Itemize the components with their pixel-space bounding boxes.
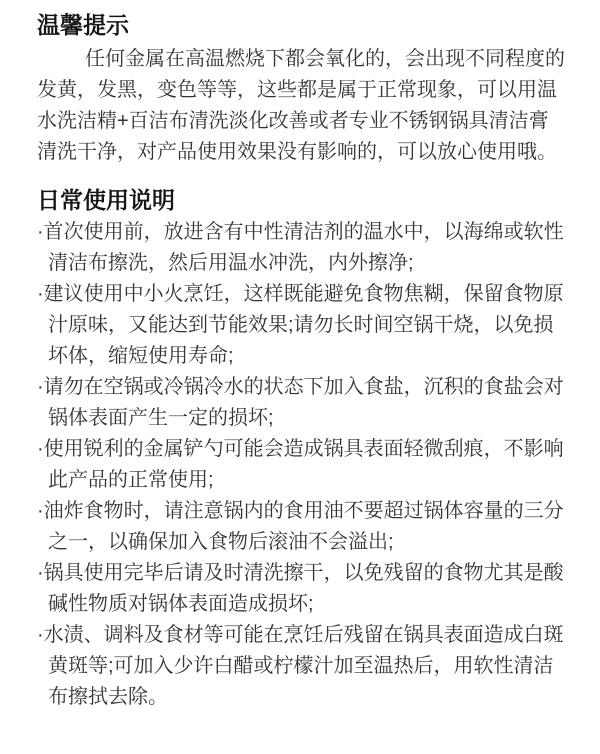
daily-usage-heading: 日常使用说明 (37, 187, 175, 213)
usage-instruction-item: ·建议使用中小火烹饪，这样既能避免食物焦糊，保留食物原汁原味，又能达到节能效果;请勿长时间空锅干烧，以免损坏体，缩短使用寿命; (37, 283, 564, 367)
usage-instruction-item: ·使用锐利的金属铲勺可能会造成锅具表面轻微刮痕，不影响此产品的正常使用; (37, 438, 564, 491)
daily-usage-list (37, 217, 568, 713)
usage-instruction-item: ·水渍、调料及食材等可能在烹饪后残留在锅具表面造成白斑黄斑等;可加入少许白醋或柠檬汁加至温热后，用软性清洁布擦拭去除。 (37, 624, 564, 708)
usage-instruction-item: ·请勿在空锅或冷锅冷水的状态下加入食盐，沉积的食盐会对锅体表面产生一定的损坏; (37, 376, 564, 429)
warm-tips-section (37, 10, 568, 168)
usage-instruction-item: ·首次使用前，放进含有中性清洁剂的温水中，以海绵或软性清洁布擦洗，然后用温水冲洗，内外擦净; (37, 221, 564, 274)
warm-tips-heading: 温馨提示 (37, 12, 129, 38)
daily-usage-section (37, 185, 568, 713)
warm-tips-paragraph: 任何金属在高温燃烧下都会氧化的，会出现不同程度的发黄，发黑，变色等等，这些都是属于正常现象，可以用温水洗洁精+百洁布清洗淡化改善或者专业不锈钢锅具清洁膏清洗干净，对产品使用效果没有影响的，可以放心使用哦。 (37, 48, 565, 163)
usage-instruction-item: ·锅具使用完毕后请及时清洗擦干，以免残留的食物尤其是酸碱性物质对锅体表面造成损坏; (37, 562, 564, 615)
usage-instruction-item: ·油炸食物时，请注意锅内的食用油不要超过锅体容量的三分之一，以确保加入食物后滚油不会溢出; (37, 500, 564, 553)
